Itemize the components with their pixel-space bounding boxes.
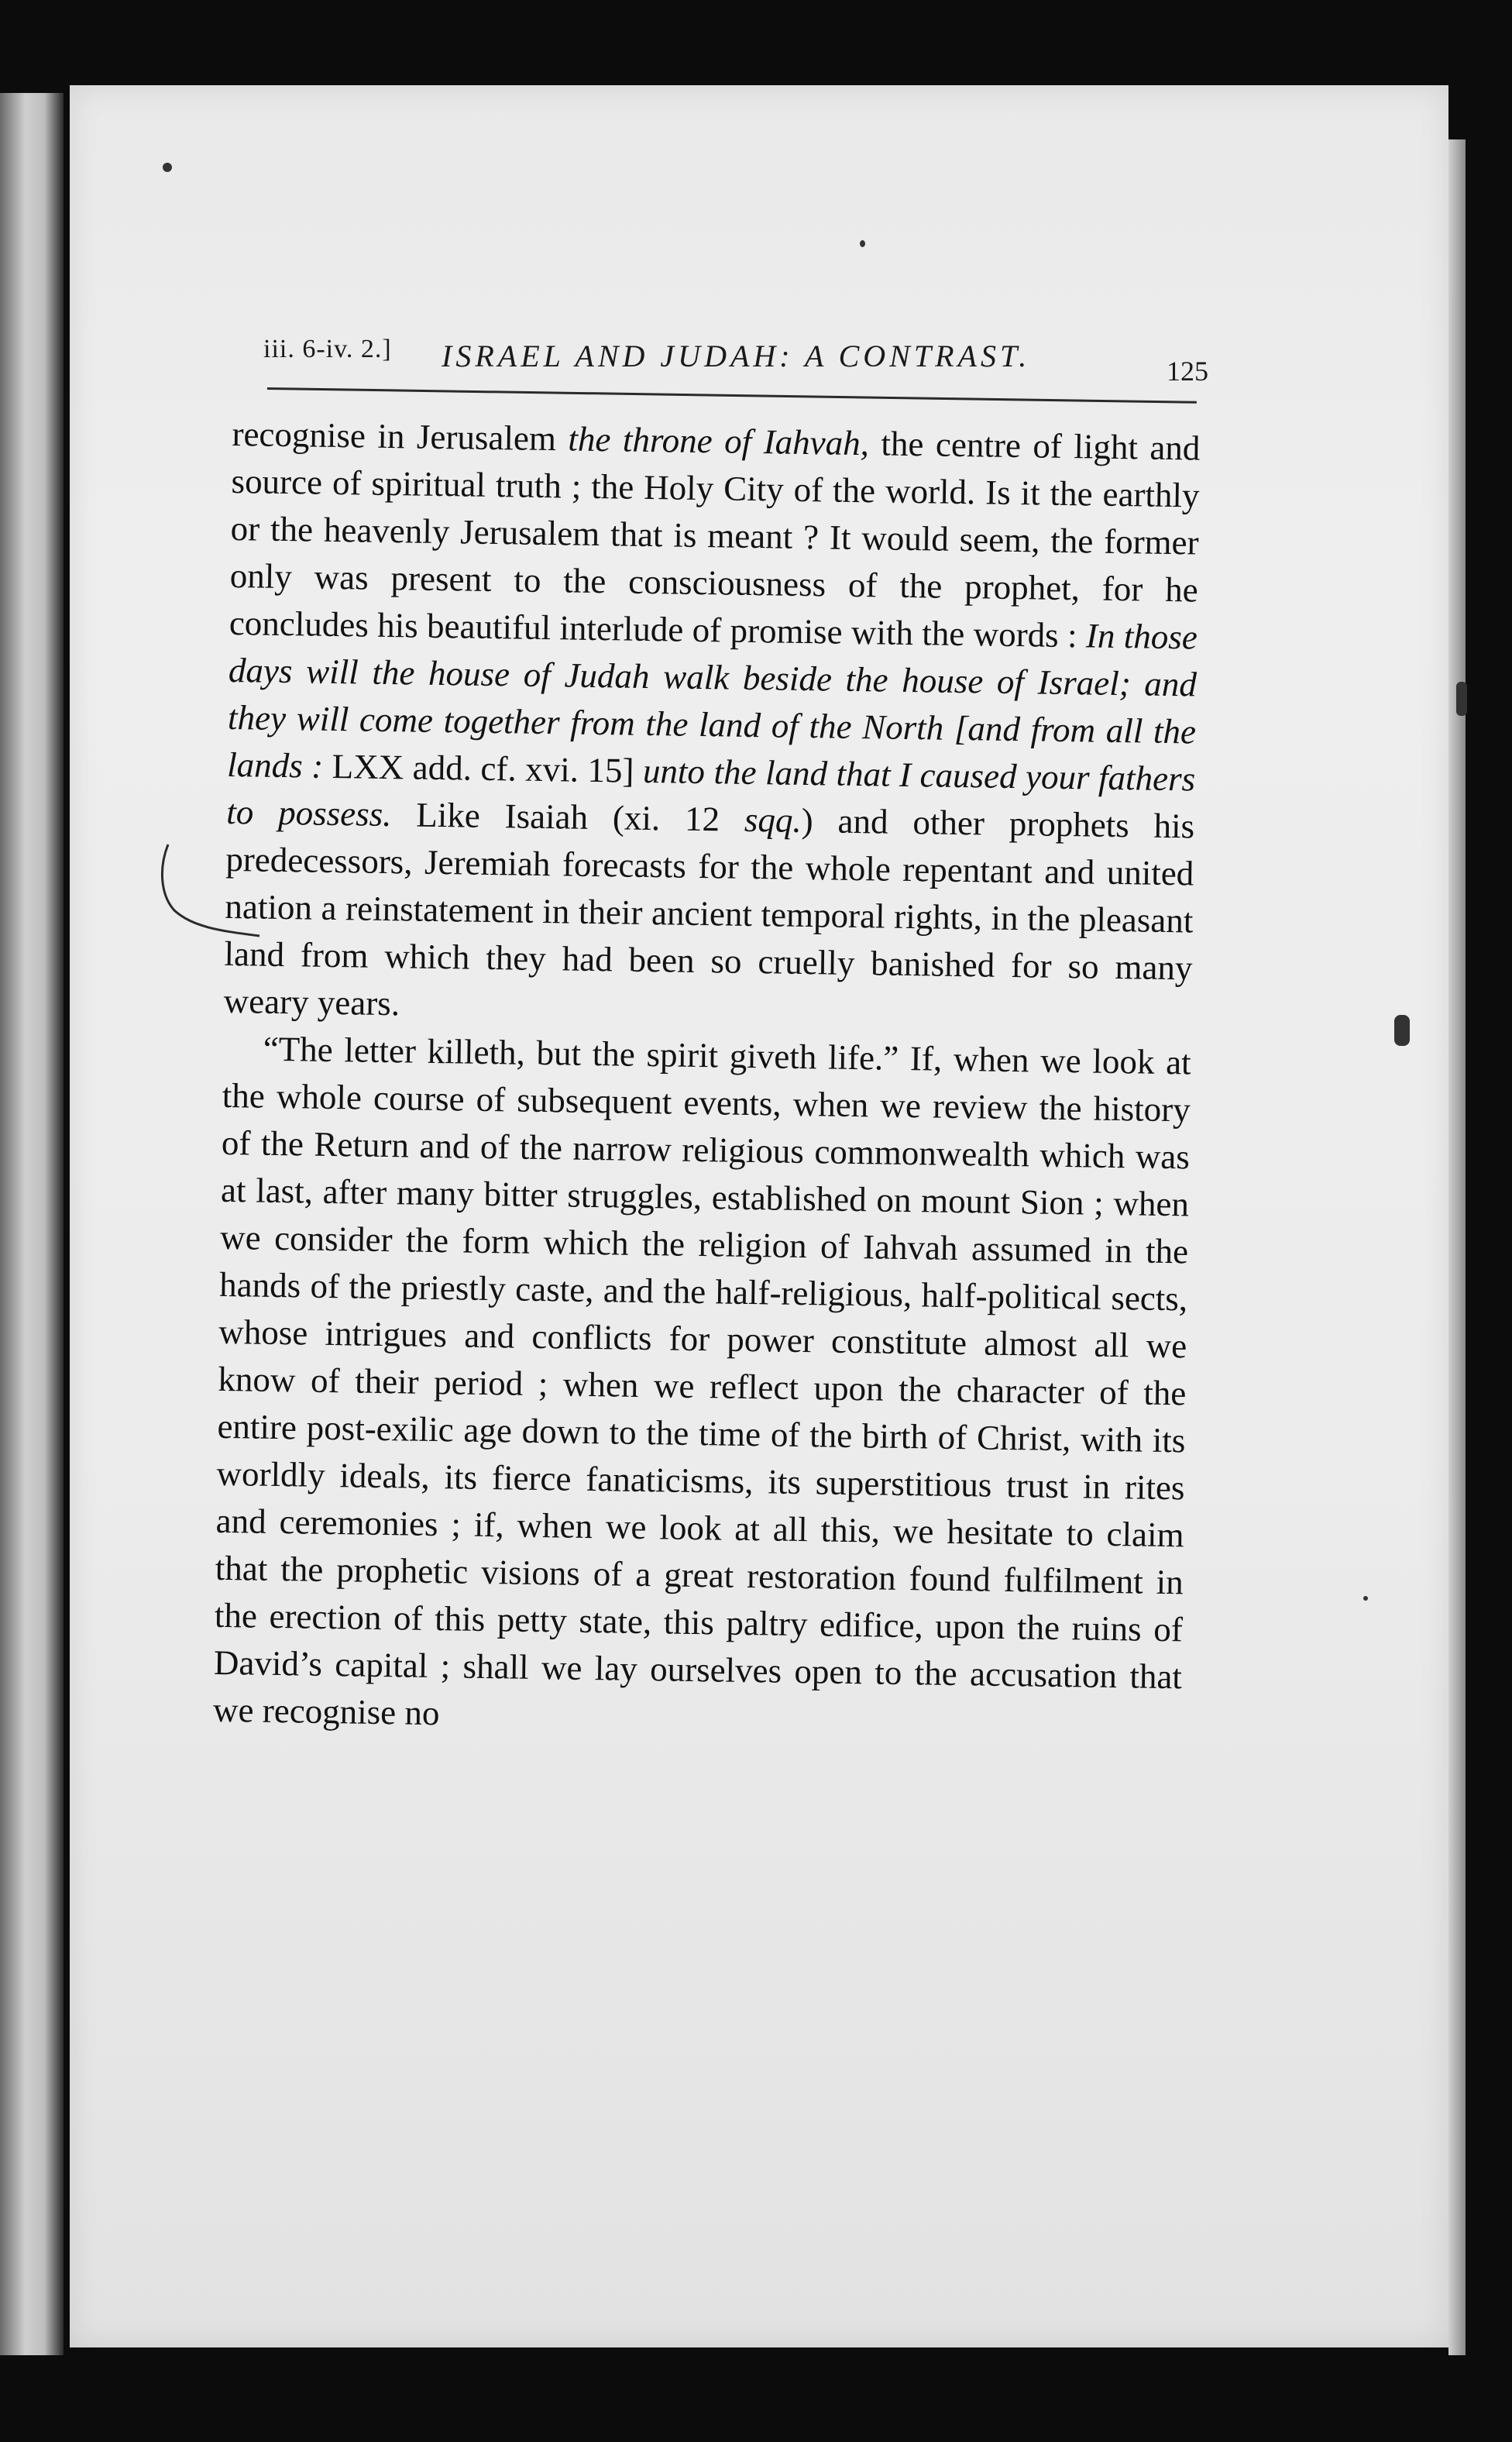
page-stack-edge <box>1448 139 1466 2355</box>
body-text <box>207 411 1201 2144</box>
dust-speck <box>163 163 172 172</box>
running-title: ISRAEL AND JUDAH: A CONTRAST. <box>442 339 1031 373</box>
running-head <box>263 318 1208 387</box>
italic-quotation: unto the land that I caused your fathers to possess. <box>225 751 1196 834</box>
italic-quotation: In those days will the house of Judah walk beside the house of Israel; and they will come together from the land of the North [and from all the lands : <box>226 616 1198 786</box>
body-paragraph <box>223 411 1201 1039</box>
text-run: LXX add. cf. xvi. 15] <box>322 746 644 790</box>
chapter-reference: iii. 6-iv. 2.] <box>263 335 392 363</box>
text-run: Like Isaiah (xi. 12 <box>391 795 745 839</box>
dust-speck <box>1363 1596 1368 1601</box>
dust-speck <box>1394 1015 1410 1046</box>
book-gutter-edge <box>0 93 64 2355</box>
body-paragraph <box>213 1025 1191 1748</box>
dust-speck <box>1456 682 1467 716</box>
dust-speck <box>860 240 865 247</box>
text-run: “The letter killeth, but the spirit giveth life.” If, when we look at the whole course of subsequent events, when we review the history of the Return and of the narrow religious commonwealth which was at last, after many bitter struggles, established on mount Sion ; when we consider the form which the religion of Iahvah assumed in the hands of the priestly caste, and the half-religious, half-political sects, whose intrigues and conflicts for power constitute almost all we know of their period ; when we reflect upon the character of the entire post-exilic age down to the time of the birth of Christ, with its worldly ideals, its fierce fanaticisms, its superstitious trust in rites and ceremonies ; if, when we look at all this, we hesitate to claim that the prophetic visions of a great restoration found fulfilment in the erection of this petty state, this paltry edifice, upon the ruins of David’s capital ; shall we lay ourselves open to the accusation that we recognise no <box>212 1029 1192 1733</box>
page-number: 125 <box>1167 356 1208 387</box>
text-run: ) and other prophets his predecessors, Jeremiah forecasts for the whole repentant and united nation a reinstatement in their ancient temporal rights, in the pleasant land from which they had been so cruelly banished for so many weary years. <box>223 800 1195 1023</box>
text-run: recognise in Jerusalem <box>232 414 569 459</box>
italic-quotation: the throne of Iahvah, <box>568 419 870 463</box>
italic-quotation: sqq. <box>744 800 802 840</box>
text-run: the centre of light and source of spiritual truth ; the Holy City of the world. Is it the earthly or the heavenly Jerusalem that is meant ? It would seem, the former only was present to the consciousness of the prophet, for he concludes his beautiful interlude of promise with the words : <box>229 424 1201 655</box>
